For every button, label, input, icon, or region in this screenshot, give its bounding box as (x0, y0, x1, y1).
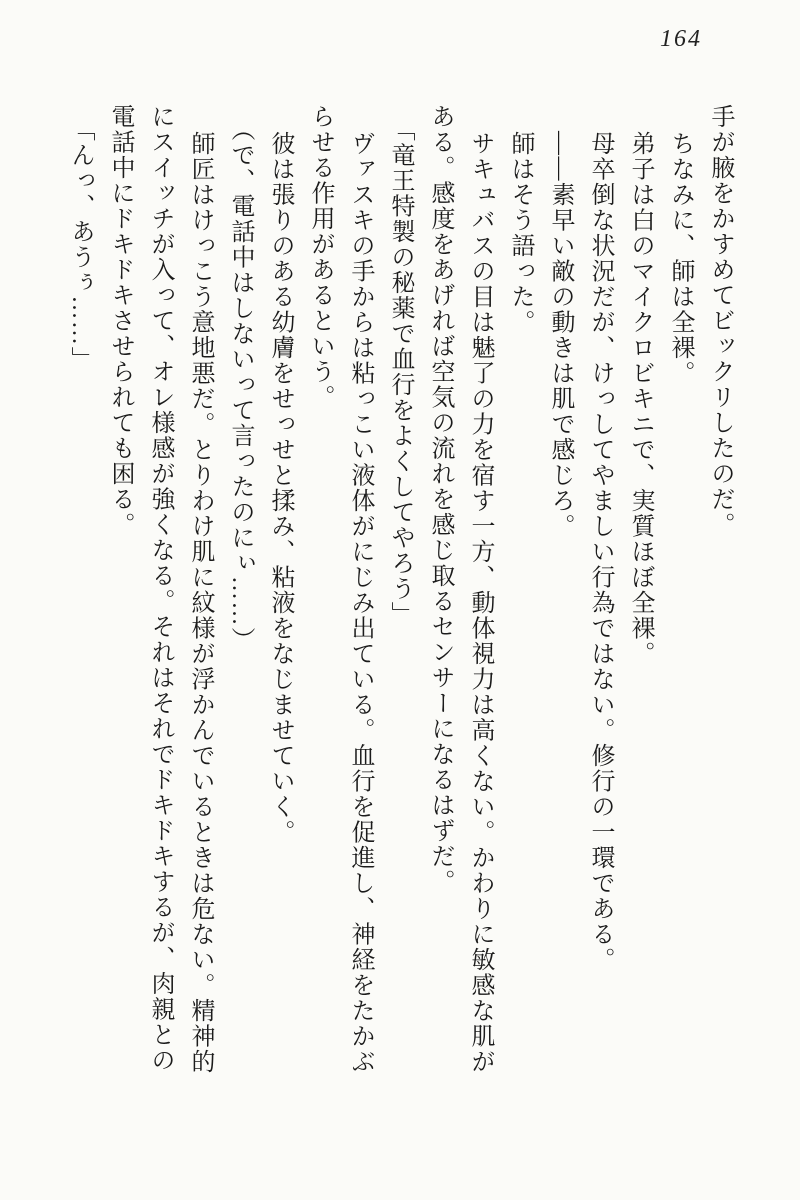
text-column: らせる作用があるという。 (307, 104, 333, 410)
text-column: ヴァスキの手からは粘っこい液体がにじみ出ている。血行を促進し、神経をたかぶ (347, 131, 373, 1075)
text-column: 電話中にドキドキさせられても困る。 (107, 104, 133, 538)
text-column: 弟子は白のマイクロビキニで、実質ほぼ全裸。 (627, 131, 653, 667)
text-column: 母卒倒な状況だが、けっしてやましい行為ではない。修行の一環である。 (587, 131, 613, 973)
text-column: 師はそう語った。 (507, 131, 533, 335)
text-column: ある。感度をあげれば空気の流れを感じ取るセンサーになるはずだ。 (427, 104, 453, 895)
text-column: ――素早い敵の動きは肌で感じろ。 (547, 131, 573, 539)
text-column: 手が腋をかすめてビックリしたのだ。 (707, 104, 733, 538)
text-column: 彼は張りのある幼膚をせっせと揉み、粘液をなじませていく。 (267, 131, 293, 845)
text-column: にスイッチが入って、オレ様感が強くなる。それはそれでドキドキするが、肉親との (147, 104, 173, 1073)
text-column: 「んっ、あうぅ……」 (67, 117, 93, 372)
text-column: 「竜王特製の秘薬で血行をよくしてやろう」 (387, 117, 413, 627)
page-text (60, 104, 740, 1176)
text-column: 師匠はけっこう意地悪だ。とりわけ肌に紋様が浮かんでいるときは危ない。精神的 (187, 131, 213, 1075)
page-number: 164 (660, 26, 702, 52)
text-column: （で、電話中はしないって言ったのにぃ……） (227, 117, 253, 653)
text-column: サキュバスの目は魅了の力を宿す一方、動体視力は高くない。かわりに敏感な肌が (467, 131, 493, 1075)
text-column: ちなみに、師は全裸。 (667, 131, 693, 386)
